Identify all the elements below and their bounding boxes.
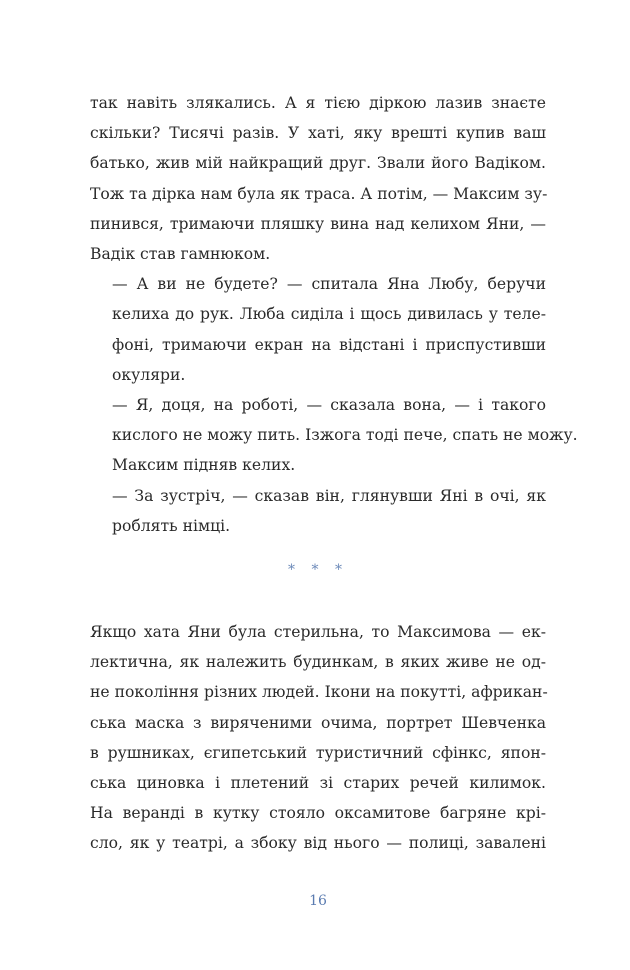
text-line: Тож та дірка нам була як траса. А потім, — Максим зу- bbox=[90, 184, 548, 203]
text-line: пинився, тримаючи пляшку вина над келихом Яни, — bbox=[90, 214, 546, 233]
paragraph bbox=[90, 88, 546, 269]
text-block-bottom bbox=[90, 617, 546, 859]
text-line: — А ви не будете? — спитала Яна Любу, беручи bbox=[112, 275, 546, 294]
text-line: келиха до рук. Люба сиділа і щось дивилась у теле- bbox=[112, 305, 546, 324]
text-block-top bbox=[90, 88, 578, 541]
text-line: сло, як у театрі, а збоку від нього — полиці, завалені bbox=[90, 834, 546, 853]
book-page bbox=[90, 88, 578, 909]
text-line: — За зустріч, — сказав він, глянувши Яні в очі, як bbox=[112, 486, 546, 505]
section-divider: * * * bbox=[288, 562, 348, 578]
text-line: кислого не можу пить. Ізжога тоді пече, спать не можу. bbox=[112, 426, 578, 445]
page-number: 16 bbox=[309, 893, 327, 909]
text-line: в рушниках, єгипетський туристичний сфінкс, япон- bbox=[90, 743, 546, 762]
paragraph bbox=[90, 481, 546, 541]
paragraph bbox=[90, 617, 546, 859]
text-line: фоні, тримаючи екран на відстані і приспустивши bbox=[112, 335, 546, 354]
paragraph bbox=[90, 269, 546, 390]
text-line: не покоління різних людей. Ікони на покутті, африкан- bbox=[90, 683, 548, 702]
text-line: На веранді в кутку стояло оксамитове багряне крі- bbox=[90, 804, 546, 823]
paragraph bbox=[90, 450, 546, 480]
text-line: лектична, як належить будинкам, в яких живе не од- bbox=[90, 653, 546, 672]
text-line: окуляри. bbox=[112, 365, 186, 384]
text-line: роблять німці. bbox=[112, 516, 231, 535]
text-line: ська маска з виряченими очима, портрет Шевченка bbox=[90, 713, 546, 732]
text-line: Максим підняв келих. bbox=[112, 456, 296, 475]
text-line: так навіть злякались. А я тією діркою лазив знаєте bbox=[90, 94, 546, 112]
paragraph bbox=[90, 390, 578, 450]
text-line: Вадік став гамнюком. bbox=[90, 245, 271, 264]
text-line: — Я, доця, на роботі, — сказала вона, — і такого bbox=[112, 396, 546, 415]
text-line: Якщо хата Яни була стерильна, то Максимова — ек- bbox=[90, 623, 546, 641]
text-line: скільки? Тисячі разів. У хаті, яку врешті купив ваш bbox=[90, 124, 546, 143]
text-line: ська циновка і плетений зі старих речей килимок. bbox=[90, 774, 546, 793]
text-line: батько, жив мій найкращий друг. Звали його Вадіком. bbox=[90, 154, 546, 173]
